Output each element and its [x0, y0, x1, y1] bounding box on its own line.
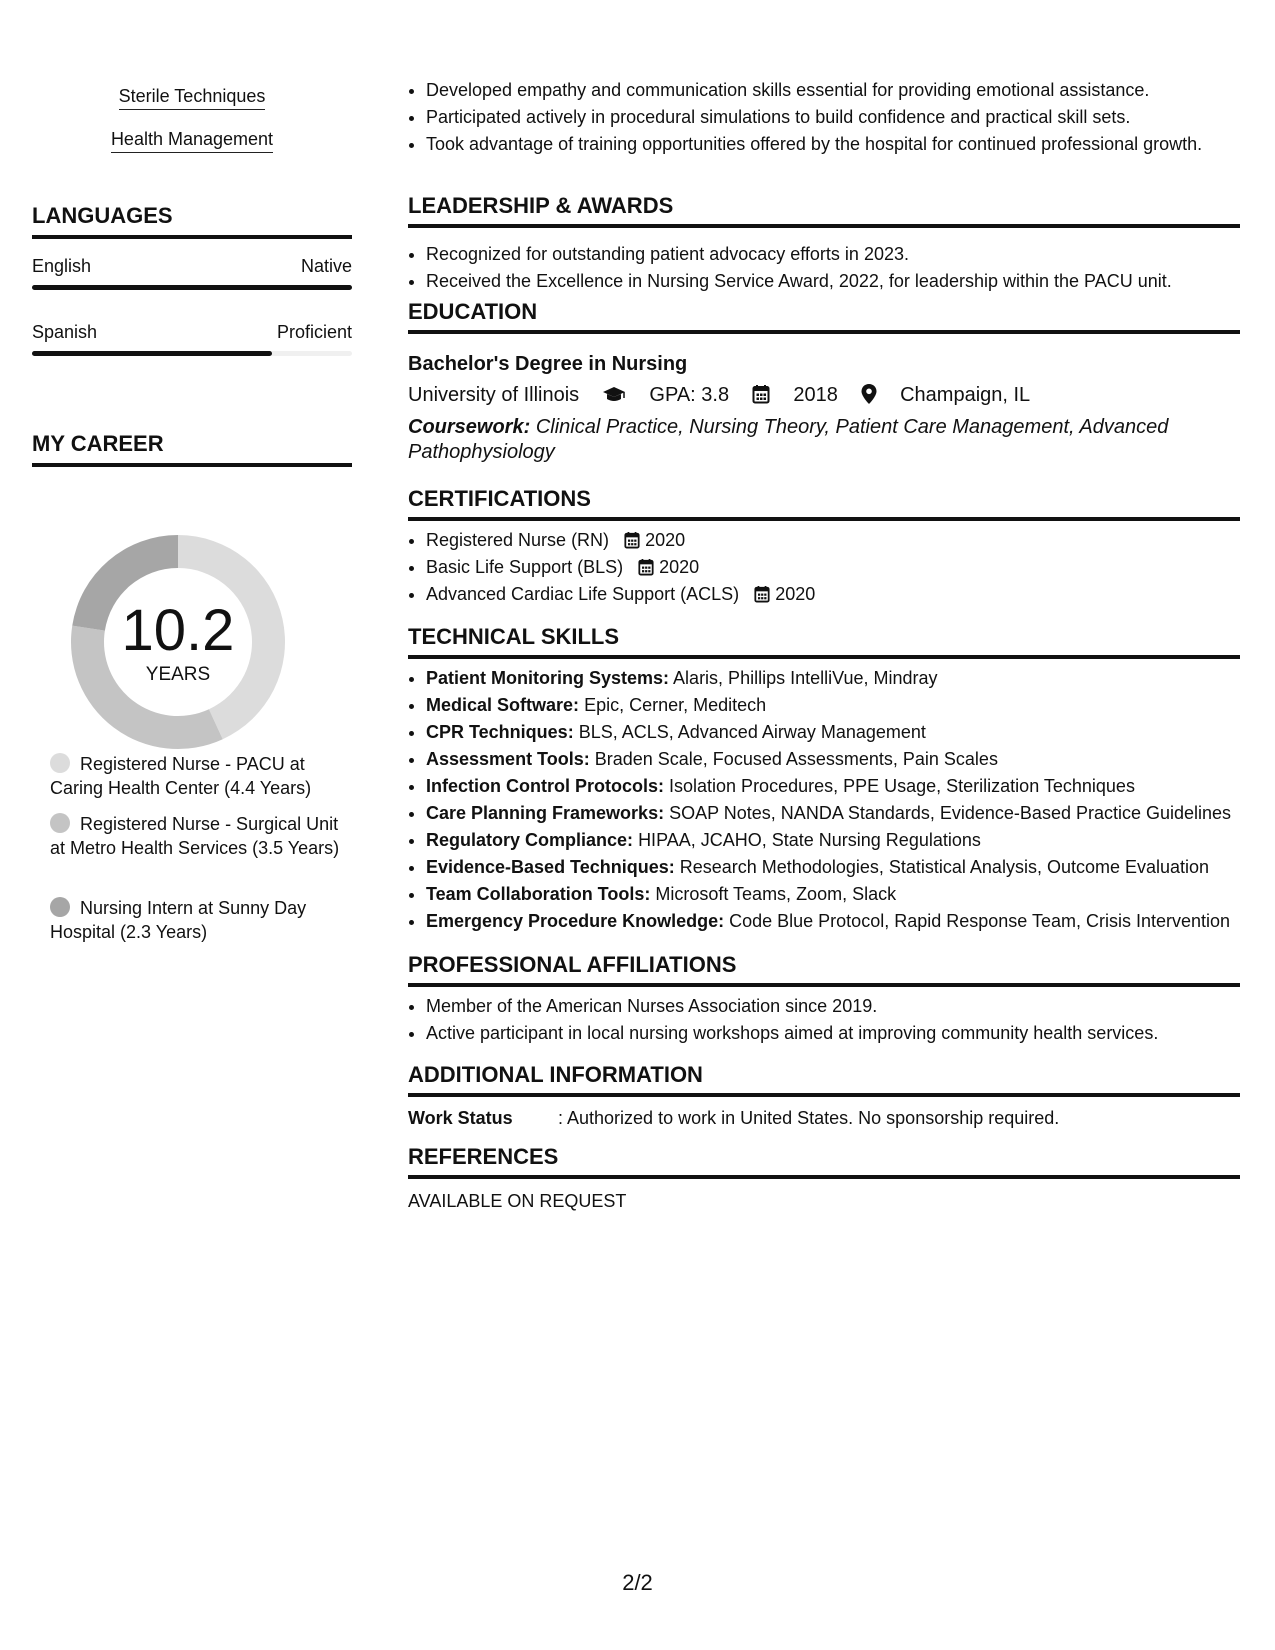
cert-year: 2020: [645, 530, 686, 550]
career-item-label: Registered Nurse - Surgical Unit at Metro Health Services (3.5 Years): [50, 814, 340, 858]
career-item-label: Nursing Intern at Sunny Day Hospital (2.3 Years): [50, 898, 307, 942]
skill-value: Epic, Cerner, Meditech: [584, 695, 767, 715]
list-item: • Developed empathy and communication skills essential for providing emotional assistance.: [426, 78, 1240, 102]
skill-tag: [32, 129, 352, 150]
list-item: [426, 527, 1240, 554]
list-item: [426, 581, 1240, 608]
language-name: Spanish: [32, 322, 98, 342]
list-item: • Participated actively in procedural simulations to build confidence and practical skill sets.: [426, 105, 1240, 129]
affiliations-list: [408, 993, 1240, 1047]
languages-heading: LANGUAGES: [32, 203, 352, 239]
cert-name: Registered Nurse (RN): [426, 530, 610, 550]
education-degree: Bachelor's Degree in Nursing: [408, 353, 688, 375]
list-item: [426, 854, 1240, 881]
education-heading: EDUCATION: [408, 299, 1240, 334]
additional-info-value: : Authorized to work in United States. No sponsorship required.: [558, 1108, 1060, 1128]
skill-tag-label: Health Management: [111, 129, 273, 153]
skill-tag-label: Sterile Techniques: [119, 86, 266, 110]
legend-dot-icon: [50, 897, 70, 917]
language-row: [32, 322, 352, 343]
skill-value: Alaris, Phillips IntelliVue, Mindray: [673, 668, 938, 688]
list-item: [426, 881, 1240, 908]
language-bar-fill: [32, 285, 352, 290]
education-meta: [408, 384, 1030, 407]
additional-info-row: [408, 1108, 1059, 1129]
cert-year: 2020: [775, 584, 816, 604]
education-gpa: GPA: 3.8: [649, 384, 730, 406]
career-item: [50, 896, 340, 944]
legend-dot-icon: [50, 813, 70, 833]
list-item: • Active participant in local nursing workshops aimed at improving community health services.: [426, 1020, 1240, 1047]
skill-label: Team Collaboration Tools:: [426, 884, 651, 904]
skill-value: Braden Scale, Focused Assessments, Pain Scales: [594, 749, 998, 769]
calendar-icon: [624, 531, 640, 549]
additional-info-heading: ADDITIONAL INFORMATION: [408, 1062, 1240, 1097]
skill-label: Emergency Procedure Knowledge:: [426, 911, 725, 931]
language-bar-fill: [32, 351, 272, 356]
language-level: Native: [300, 256, 352, 276]
career-item-label: Registered Nurse - PACU at Caring Health Center (4.4 Years): [50, 754, 312, 798]
list-item: [426, 773, 1240, 800]
skill-label: Care Planning Frameworks:: [426, 803, 665, 823]
graduation-cap-icon: [602, 386, 626, 404]
certifications-list: [408, 527, 1240, 608]
list-item: [426, 908, 1240, 935]
experience-bullets: [408, 78, 1240, 159]
cert-year: 2020: [659, 557, 700, 577]
skill-value: Microsoft Teams, Zoom, Slack: [655, 884, 897, 904]
skill-label: Evidence-Based Techniques:: [426, 857, 675, 877]
list-item: • Took advantage of training opportunities offered by the hospital for continued professional growth.: [426, 132, 1240, 156]
skill-value: SOAP Notes, NANDA Standards, Evidence-Based Practice Guidelines: [669, 803, 1232, 823]
skill-label: Regulatory Compliance:: [426, 830, 634, 850]
language-level: Proficient: [276, 322, 352, 342]
certifications-heading: CERTIFICATIONS: [408, 486, 1240, 521]
skill-value: BLS, ACLS, Advanced Airway Management: [578, 722, 926, 742]
list-item: [426, 692, 1240, 719]
list-item: [426, 827, 1240, 854]
education-year: 2018: [793, 384, 838, 406]
language-bar: [32, 351, 352, 356]
list-item: • Received the Excellence in Nursing Service Award, 2022, for leadership within the PACU unit.: [426, 268, 1240, 295]
skill-value: Code Blue Protocol, Rapid Response Team, Crisis Intervention: [729, 911, 1231, 931]
additional-info-key: Work Status: [408, 1108, 513, 1128]
cert-name: Advanced Cardiac Life Support (ACLS): [426, 584, 740, 604]
calendar-icon: [754, 585, 770, 603]
calendar-icon: [752, 384, 770, 404]
location-pin-icon: [861, 384, 877, 404]
language-name: English: [32, 256, 92, 276]
coursework-label: Coursework:: [408, 416, 531, 438]
career-heading: MY CAREER: [32, 431, 352, 467]
career-donut-chart: [66, 530, 290, 754]
skill-value: Research Methodologies, Statistical Analysis, Outcome Evaluation: [679, 857, 1210, 877]
technical-skills-heading: TECHNICAL SKILLS: [408, 624, 1240, 659]
career-total: 10.2: [121, 598, 235, 663]
skill-label: Infection Control Protocols:: [426, 776, 664, 796]
coursework-text: Clinical Practice, Nursing Theory, Patient Care Management, Advanced Pathophysiology: [408, 416, 1169, 463]
skill-label: Medical Software:: [426, 695, 580, 715]
list-item: [426, 746, 1240, 773]
skill-value: HIPAA, JCAHO, State Nursing Regulations: [638, 830, 981, 850]
career-donut-center: [66, 530, 290, 754]
cert-name: Basic Life Support (BLS): [426, 557, 624, 577]
language-bar: [32, 285, 352, 290]
skill-label: Patient Monitoring Systems:: [426, 668, 670, 688]
skill-label: Assessment Tools:: [426, 749, 590, 769]
technical-skills-list: [408, 665, 1240, 935]
career-unit: YEARS: [145, 664, 211, 685]
list-item: [426, 719, 1240, 746]
references-heading: REFERENCES: [408, 1144, 1240, 1179]
skill-value: Isolation Procedures, PPE Usage, Sterilization Techniques: [669, 776, 1135, 796]
calendar-icon: [638, 558, 654, 576]
list-item: • Member of the American Nurses Association since 2019.: [426, 993, 1240, 1020]
language-row: [32, 256, 352, 277]
page-number: 2/2: [622, 1570, 653, 1595]
career-item: [50, 752, 340, 800]
list-item: [426, 800, 1240, 827]
education-school: University of Illinois: [408, 384, 580, 406]
career-item: [50, 812, 340, 860]
education-coursework: [408, 415, 1208, 465]
leadership-list: [408, 241, 1240, 295]
leadership-heading: LEADERSHIP & AWARDS: [408, 193, 1240, 228]
legend-dot-icon: [50, 753, 70, 773]
references-text: AVAILABLE ON REQUEST: [408, 1191, 627, 1211]
list-item: [426, 665, 1240, 692]
list-item: [426, 554, 1240, 581]
list-item: • Recognized for outstanding patient advocacy efforts in 2023.: [426, 241, 1240, 268]
skill-tag: [32, 86, 352, 107]
education-location: Champaign, IL: [900, 384, 1031, 406]
affiliations-heading: PROFESSIONAL AFFILIATIONS: [408, 952, 1240, 987]
skill-label: CPR Techniques:: [426, 722, 574, 742]
